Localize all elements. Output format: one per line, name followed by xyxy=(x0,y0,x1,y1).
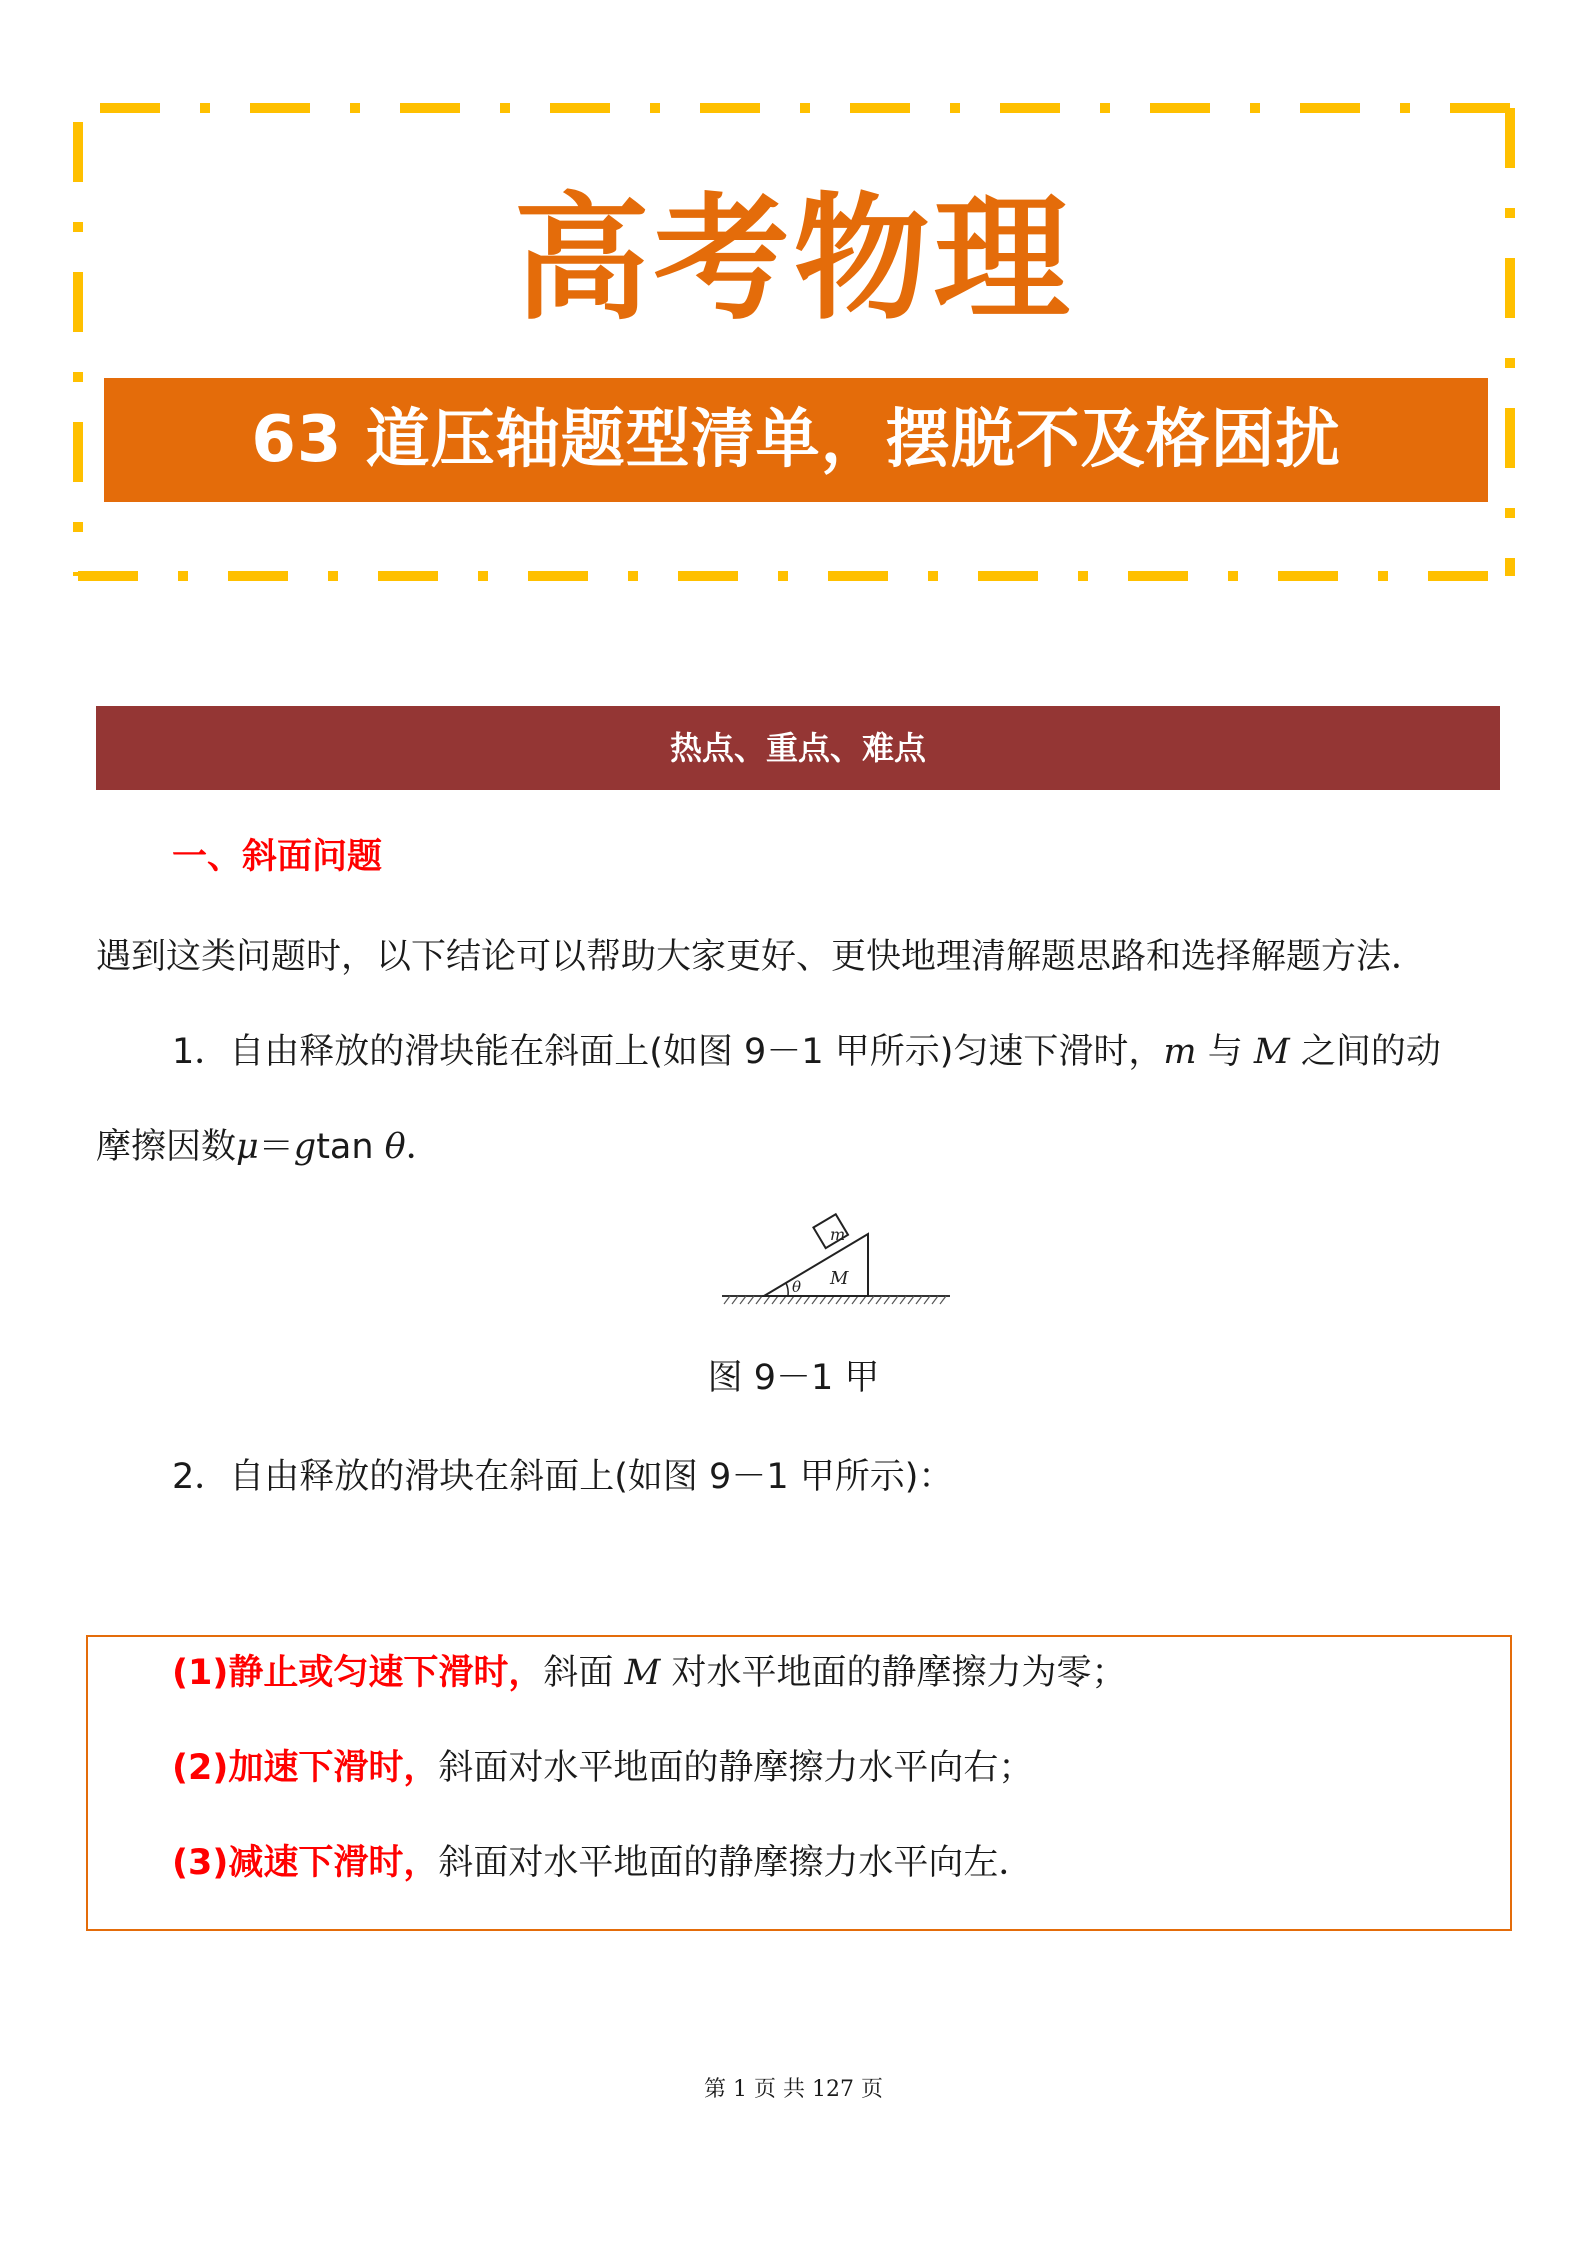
note-3-text: 斜面对水平地面的静摩擦力水平向左． xyxy=(438,1843,1034,1883)
subtitle-banner: 63 道压轴题型清单，摆脱不及格困扰 xyxy=(104,378,1488,502)
var-M: M xyxy=(1253,1032,1290,1072)
note-1-var-M: M xyxy=(624,1653,661,1693)
label-theta: θ xyxy=(792,1278,802,1296)
incline-figure xyxy=(718,1212,958,1312)
tan-text: tan xyxy=(316,1127,385,1167)
note-1-key: (1)静止或匀速下滑时， xyxy=(172,1653,544,1693)
page-footer: 第 1 页 共 127 页 xyxy=(704,2077,883,2102)
section-heading: 一、斜面问题 xyxy=(172,837,383,877)
var-mu: μ xyxy=(236,1127,259,1167)
var-theta: θ xyxy=(384,1127,406,1167)
item-1-line-2-text: 摩擦因数 xyxy=(96,1127,237,1167)
item-1-end: ． xyxy=(405,1127,441,1167)
note-3-key: (3)减速下滑时， xyxy=(172,1843,439,1883)
label-M: M xyxy=(830,1268,849,1289)
var-m: m xyxy=(1163,1032,1197,1072)
note-1-text-b: 对水平地面的静摩擦力为零； xyxy=(660,1653,1127,1693)
item-1-text-c: 之间的动 xyxy=(1289,1032,1441,1072)
incline-wedge xyxy=(764,1234,868,1296)
note-1 xyxy=(172,1648,1126,1698)
var-g: g xyxy=(293,1127,317,1167)
item-1-line-1 xyxy=(172,1027,1441,1077)
note-2 xyxy=(172,1743,1033,1793)
section-banner: 热点、重点、难点 xyxy=(96,706,1500,790)
equals-sign: ＝ xyxy=(258,1127,294,1167)
note-1-text-a: 斜面 xyxy=(543,1653,625,1693)
note-2-key: (2)加速下滑时， xyxy=(172,1748,439,1788)
item-1-line-2 xyxy=(96,1122,441,1172)
ground-hatching xyxy=(722,1296,950,1304)
item-2: 2．自由释放的滑块在斜面上(如图 9－1 甲所示)： xyxy=(172,1457,954,1497)
figure-caption: 图 9－1 甲 xyxy=(707,1358,880,1398)
intro-paragraph: 遇到这类问题时，以下结论可以帮助大家更好、更快地理清解题思路和选择解题方法． xyxy=(96,937,1427,977)
note-2-text: 斜面对水平地面的静摩擦力水平向右； xyxy=(438,1748,1034,1788)
label-m: m xyxy=(830,1225,846,1244)
item-1-text-a: 1．自由释放的滑块能在斜面上(如图 9－1 甲所示)匀速下滑时， xyxy=(172,1032,1164,1072)
note-3 xyxy=(172,1838,1033,1888)
page-title: 高考物理 xyxy=(513,181,1074,339)
item-1-text-b: 与 xyxy=(1196,1032,1254,1072)
